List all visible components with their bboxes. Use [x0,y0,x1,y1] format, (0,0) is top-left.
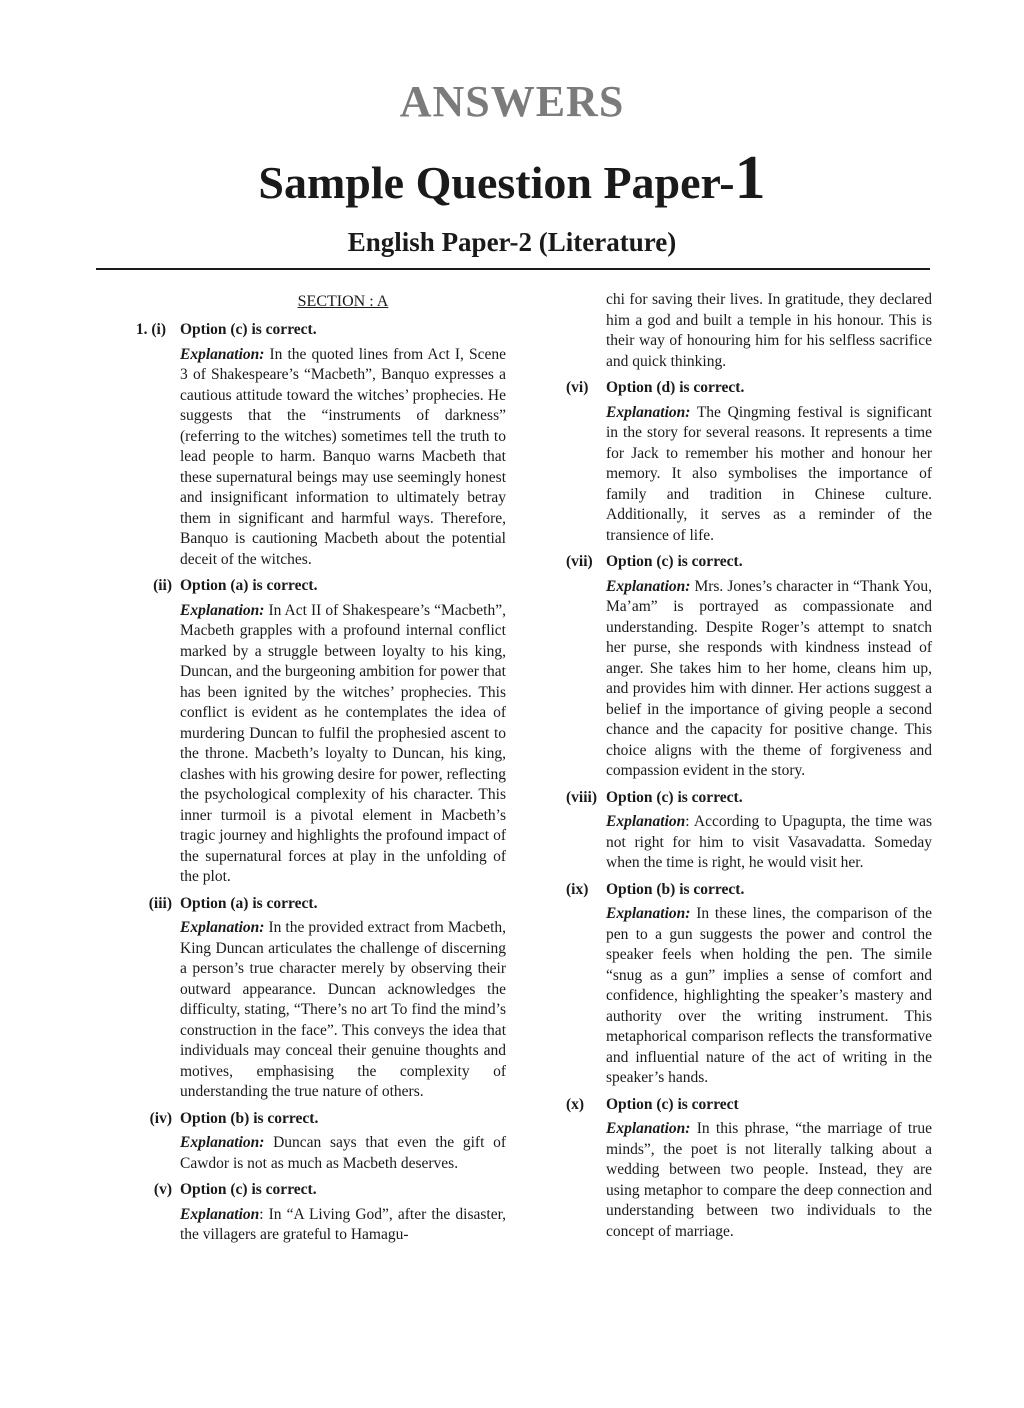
explanation-text: : According to Upagupta, the time was not right for him to visit Vasavadatta. Someday when the time is right, he would visit her. [606,813,932,871]
question-number: 1. [135,321,148,338]
option-text: Option (c) is correct. [606,788,743,806]
answer-item-viii [560,788,932,874]
answer-label: (viii) [566,788,597,806]
answer-item-iv [110,1109,506,1175]
explanation-text: In this phrase, “the marriage of true minds”, the poet is not literally talking about a wedding between two people. Instead, they are using metaphor to compare the deep connection and understanding between two individuals to the concept of marriage. [606,1120,932,1240]
right-column [560,290,932,1248]
option-text: Option (c) is correct. [180,1181,317,1198]
answer-label: (vi) [566,379,589,396]
explanation-label: Explanation: [180,601,265,619]
explanation [180,1205,506,1246]
explanation [606,812,932,874]
paper-subtitle: English Paper-2 (Literature) [347,227,677,257]
option-text: Option (c) is correct. [606,553,743,570]
explanation-text: The Qingming festival is significant in the story for several reasons. It represents a time for Jack to remember his mother and honour her memory. It also symbolises the importance of family and tradition in Chinese culture. Additionally, it serves as a reminder of the transience of life. [606,403,932,544]
header-divider [96,268,930,270]
explanation [606,403,932,547]
option-text: Option (d) is correct. [606,379,745,396]
section-heading: SECTION : A [297,293,389,310]
answer-label: (vii) [566,553,593,570]
answer-item-x [560,1095,932,1243]
explanation-text: : In “A Living God”, after the disaster, the villagers are grateful to Hamagu- [180,1205,506,1243]
answer-item-i [110,320,506,570]
explanation-label: Explanation: [606,1120,691,1137]
answer-item-ix [560,880,932,1089]
explanation-text: In the quoted lines from Act I, Scene 3 of Shakespeare’s “Macbeth”, Banquo expresses a cautious attitude toward the witches’ prophecies. He suggests that the “instruments of darkness” (referring to the witches) sometimes tell the truth to lead people to harm. Banquo warns Macbeth that these supernatural beings may use seemingly honest and insignificant information to ultimately betray them in significant and harmful ways. Therefore, Banquo is cautioning Macbeth about the potential deceit of the witches. [180,345,506,568]
explanation-label: Explanation [180,1205,260,1223]
option-text: Option (a) is correct. [180,894,318,912]
answer-label: (ix) [566,880,589,898]
answer-label: (ii) [153,577,172,594]
explanation-label: Explanation: [180,345,265,363]
explanation-label: Explanation: [606,403,691,421]
answer-label: (iii) [148,894,172,912]
explanation-text: In the provided extract from Macbeth, King Duncan articulates the challenge of discerning a person’s true character merely by observing their outward appearance. Duncan acknowledges the difficulty, stating, “There’s no art To find the mind’s construction in the face”. This conveys the idea that individuals may conceal their genuine thoughts and motives, emphasising the complexity of understanding the true nature of others. [180,919,506,1100]
answer-label: (x) [566,1095,585,1113]
answer-label: (iv) [149,1109,172,1127]
explanation [180,345,506,571]
page-header [0,78,1024,259]
explanation-text: Duncan says that even the gift of Cawdor is not as much as Macbeth deserves. [180,1134,506,1172]
answer-label: 1. (i) [135,321,166,338]
paper-number: 1 [734,144,766,212]
answer-item-ii [110,576,506,888]
explanation [606,904,932,1089]
explanation-label: Explanation [606,813,686,830]
option-text: Option (c) is correct [606,1095,739,1113]
paper-title-text: Sample Question Paper- [258,157,735,208]
answer-item-vi [560,378,932,546]
answer-item-vii [560,552,932,782]
left-column [110,290,506,1252]
explanation-label: Explanation: [180,1134,265,1151]
explanation [180,1133,506,1174]
option-text: Option (c) is correct. [180,321,317,338]
explanation [606,577,932,782]
explanation-continuation: chi for saving their lives. In gratitude, they declared him a god and built a temple in his honour. This is their way of honouring him for his selfless sacrifice and quick thinking. [606,291,932,370]
explanation [180,601,506,888]
answer-label: (v) [153,1181,172,1198]
option-text: Option (b) is correct. [180,1109,319,1127]
answers-heading: ANSWERS [399,77,625,126]
explanation-label: Explanation: [606,577,691,595]
explanation-label: Explanation: [606,905,691,922]
explanation-text: In these lines, the comparison of the pen to a gun suggests the power and control the speaker feels when holding the pen. The simile “snug as a gun” implies a sense of comfort and confidence, highlighting the speaker’s mastery and authority over the writing instrument. This metaphorical comparison reflects the transformative and influential nature of the act of writing in the speaker’s hands. [606,905,932,1086]
explanation-label: Explanation: [180,919,265,936]
paper-title [0,144,1024,212]
answer-item-iii [110,894,506,1103]
explanation [606,1119,932,1242]
option-text: Option (b) is correct. [606,880,745,898]
explanation-text: In Act II of Shakespeare’s “Macbeth”, Macbeth grapples with a profound internal conflict marked by a struggle between loyalty to his king, Duncan, and the burgeoning ambition for power that has been ignited by the witches’ prophecies. This conflict is evident as he contemplates the idea of murdering Duncan to fulfil the prophesied ascent to the throne. Macbeth’s loyalty to Duncan, his king, clashes with his growing desire for power, reflecting the psychological complexity of his character. This inner turmoil is a pivotal element in Macbeth’s tragic journey and highlights the profound impact of the supernatural forces at play in the unfolding of the plot. [180,601,506,885]
explanation [180,918,506,1103]
option-text: Option (a) is correct. [180,577,318,594]
explanation-text: Mrs. Jones’s character in “Thank You, Ma’am” is portrayed as compassionate and understanding. Despite Roger’s attempt to snatch her purse, she responds with kindness instead of anger. She takes him to her home, cleans him up, and provides him with dinner. Her actions suggest a belief in the importance of giving people a second chance and the capacity for positive change. This choice aligns with the theme of forgiveness and compassion evident in the story. [606,577,932,779]
answer-item-v [110,1180,506,1246]
